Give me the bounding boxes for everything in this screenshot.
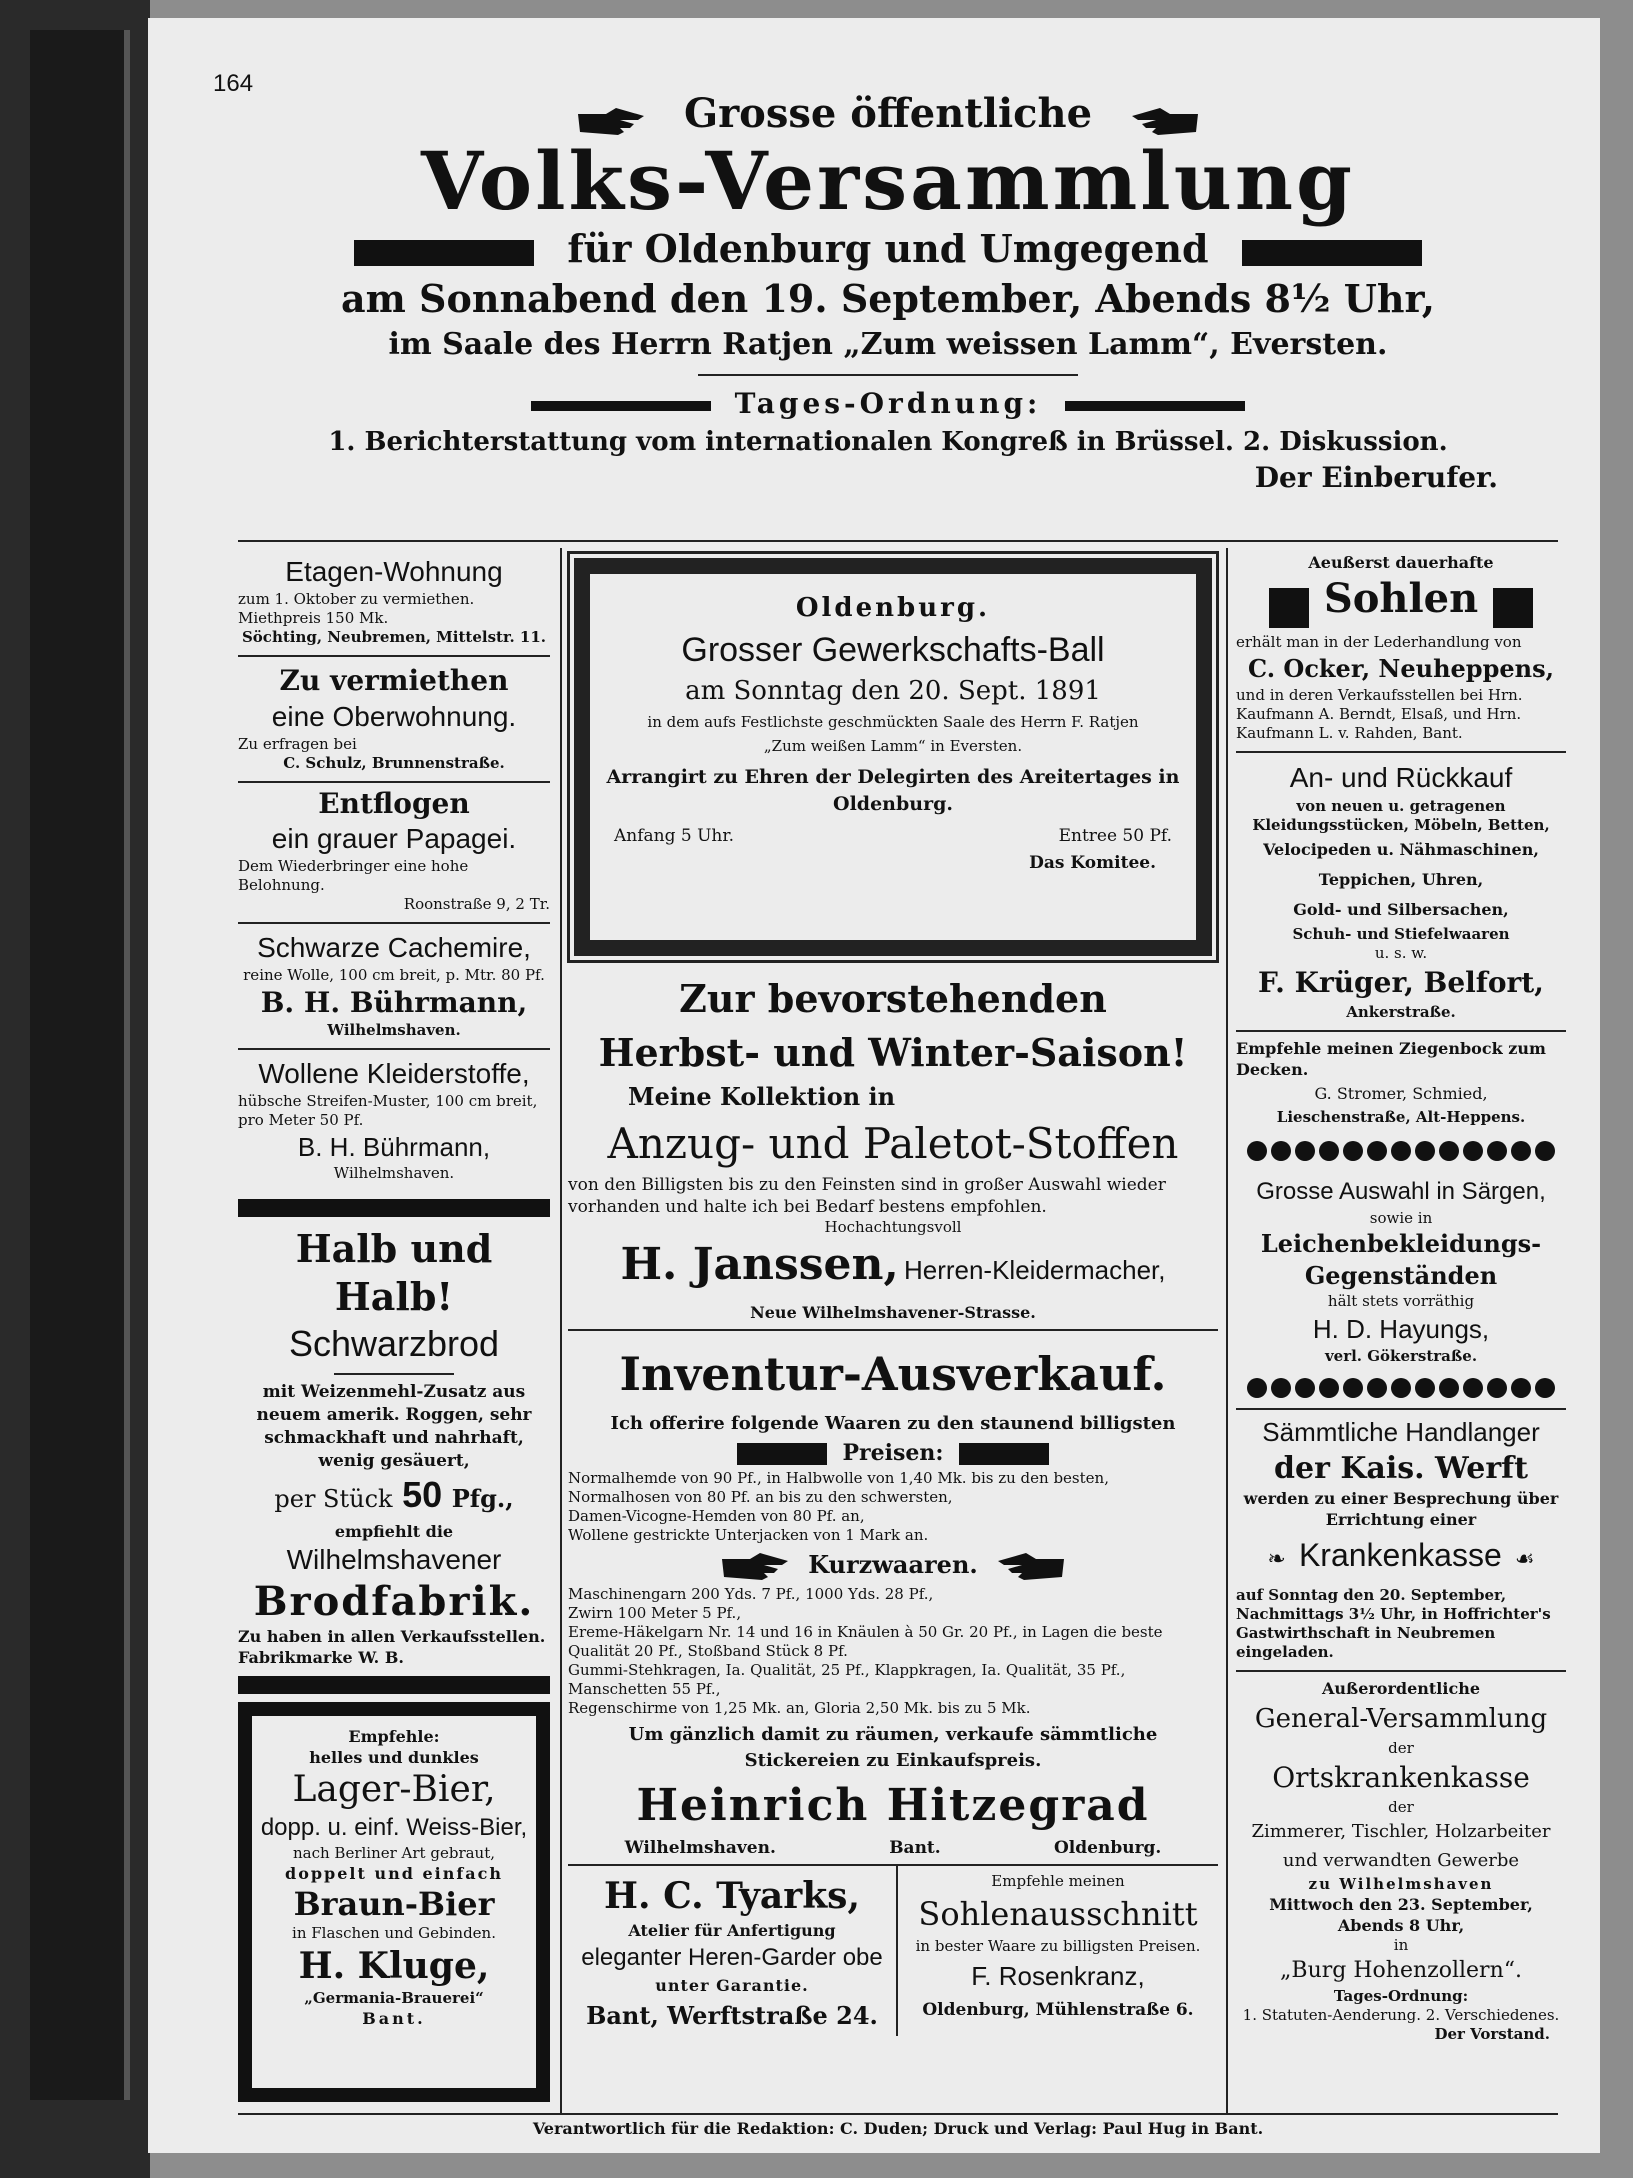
ad-body: hübsche Streifen-Muster, 100 cm breit, pro Meter 50 Pf. xyxy=(238,1092,538,1129)
price-line: Maschinengarn 200 Yds. 7 Pf., 1000 Yds. 28 Pf., xyxy=(568,1585,934,1603)
ad-title: Sohlenausschnitt xyxy=(918,1895,1198,1933)
ad-title: Leichenbekleidungs- xyxy=(1260,1229,1542,1258)
ad-cachemire xyxy=(238,924,550,1050)
decorative-bar xyxy=(531,401,711,411)
decorative-bar xyxy=(1065,401,1245,411)
decorative-bar xyxy=(1269,588,1309,628)
header-signature: Der Einberufer. xyxy=(1254,461,1498,494)
ad-name: F. Krüger, Belfort, xyxy=(1258,966,1544,999)
ad-name: Heinrich Hitzegrad xyxy=(636,1780,1150,1831)
ad-title: Grosse Auswahl in Särgen, xyxy=(1256,1178,1546,1205)
dot-row xyxy=(1236,1141,1566,1165)
ad-line: Tages-Ordnung: xyxy=(1333,1987,1469,2005)
ad-title: Halb und Halb! xyxy=(295,1226,493,1319)
ad-line: in Flaschen und Gebinden. xyxy=(292,1924,496,1942)
ad-city: Oldenburg. xyxy=(1054,1838,1162,1858)
ad-line: eleganter Heren-Garder obe xyxy=(581,1944,883,1971)
ad-line: Abends 8 Uhr, xyxy=(1337,1916,1465,1935)
ad-line: doppelt und einfach xyxy=(285,1864,503,1883)
ad-contact: Roonstraße 9, 2 Tr. xyxy=(403,895,550,913)
ad-city: Bant. xyxy=(889,1838,941,1858)
ad-title: Zur bevorstehenden xyxy=(679,976,1107,1021)
ad-name: H. D. Hayungs, xyxy=(1312,1314,1490,1344)
ad-note: Zu haben in allen Verkaufsstellen. Fabrikmarke W. B. xyxy=(238,1627,546,1667)
ad-werft xyxy=(1236,1408,1566,1672)
ad-ortskrankenkasse xyxy=(1236,1672,1566,2050)
header-title: Volks-Versammlung xyxy=(421,134,1355,228)
ad-city: Wilhelmshaven. xyxy=(327,1021,461,1039)
ad-line: helles und dunkles xyxy=(309,1748,479,1767)
price-line: Regenschirme von 1,25 Mk. an, Gloria 2,50 Mk. bis zu 5 Mk. xyxy=(568,1699,1031,1717)
agenda-title: Tages-Ordnung: xyxy=(734,387,1042,420)
ad-line: Ankerstraße. xyxy=(1346,1003,1456,1021)
ad-line: Empfehle meinen Ziegenbock zum Decken. xyxy=(1236,1039,1546,1079)
price-value: 50 xyxy=(402,1474,443,1515)
ad-title: Sohlen xyxy=(1323,575,1479,622)
ad-janssen xyxy=(568,972,1218,1331)
ad-line: unter Garantie. xyxy=(655,1976,809,1995)
ad-name: B. H. Bührmann, xyxy=(260,986,528,1019)
ad-line: Teppichen, Uhren, xyxy=(1318,870,1484,889)
ad-line: Atelier für Anfertigung xyxy=(628,1921,836,1940)
header-line4: am Sonnabend den 19. September, Abends 8½ Uhr, xyxy=(340,276,1436,321)
ad-line: werden zu einer Besprechung über Errichtung einer xyxy=(1243,1489,1559,1529)
ad-name: H. Janssen, xyxy=(620,1239,899,1290)
ad-title: Schwarze Cachemire, xyxy=(257,932,531,963)
ad-papagei xyxy=(238,783,550,924)
ad-intro: Ich offerire folgende Waaren zu den staunend billigsten xyxy=(610,1413,1176,1434)
double-hand-icon: ❧ xyxy=(1267,1547,1286,1572)
ad-line: der xyxy=(1388,1798,1414,1816)
ad-date: am Sonntag den 20. Sept. 1891 xyxy=(685,676,1101,706)
ad-title: Gegenständen xyxy=(1304,1261,1498,1290)
ad-line: Bant. xyxy=(362,2009,426,2028)
ad-line: von neuen u. getragenen Kleidungsstücken, Möbeln, Betten, xyxy=(1252,797,1550,834)
ad-body: zum 1. Oktober zu vermiethen. Miethpreis 150 Mk. xyxy=(238,590,475,627)
ad-title: der Kais. Werft xyxy=(1274,1451,1528,1486)
price-line: Damen-Vicogne-Hemden von 80 Pf. an, xyxy=(568,1507,865,1525)
ad-title: Lager-Bier, xyxy=(292,1769,496,1810)
ad-line: „Zum weißen Lamm“ in Eversten. xyxy=(763,737,1023,755)
ad-line: zu Wilhelmshaven xyxy=(1308,1875,1494,1893)
price-list xyxy=(568,1469,1218,1545)
ad-line: 1. Statuten-Aenderung. 2. Verschiedenes. xyxy=(1242,2006,1560,2024)
ad-body: Dem Wiederbringer eine hohe Belohnung. xyxy=(238,857,469,894)
right-column xyxy=(1236,548,1566,2050)
ad-line: sowie in xyxy=(1369,1209,1433,1227)
left-column xyxy=(238,548,550,2102)
ad-address: Oldenburg, Mühlenstraße 6. xyxy=(922,2000,1194,2020)
decorative-bar xyxy=(737,1443,827,1465)
ad-subtitle: eine Oberwohnung. xyxy=(271,701,517,732)
ad-line: auf Sonntag den 20. September, Nachmittags 3½ Uhr, in Hoffrichter's Gastwirthschaft in Neubremen eingeladen. xyxy=(1236,1586,1551,1661)
footer-imprint: Verantwortlich für die Redaktion: C. Duden; Druck und Verlag: Paul Hug in Bant. xyxy=(532,2119,1264,2138)
ad-inventur xyxy=(568,1331,1218,1866)
ad-line: der xyxy=(1388,1739,1414,1757)
ad-contact: C. Schulz, Brunnenstraße. xyxy=(283,754,505,772)
ad-etagen-wohnung xyxy=(238,548,550,657)
ad-schwarzbrod xyxy=(238,1225,550,1668)
ad-line: Meine Kollektion in xyxy=(628,1082,896,1111)
ad-line: Außerordentliche xyxy=(1321,1679,1480,1698)
price-prefix: per Stück xyxy=(274,1485,393,1513)
ad-line: Hochachtungsvoll xyxy=(824,1218,962,1236)
ad-line: Empfehle meinen xyxy=(991,1872,1125,1890)
price-line: Zwirn 100 Meter 5 Pf., xyxy=(568,1604,742,1622)
ad-line: in xyxy=(1393,1936,1409,1954)
decorative-bar xyxy=(1242,240,1422,266)
ad-name: F. Rosenkranz, xyxy=(971,1961,1145,1991)
ad-hayungs xyxy=(1236,1171,1566,1374)
ad-ocker xyxy=(1236,548,1566,753)
ad-tyarks xyxy=(568,1866,898,2036)
ad-line: und verwandten Gewerbe xyxy=(1282,1850,1520,1871)
ad-line: Arrangirt zu Ehren der Delegirten des Areitertages in Oldenburg. xyxy=(606,766,1180,815)
pointing-hand-left-icon xyxy=(1130,101,1200,133)
ad-entry: Entree 50 Pf. xyxy=(1058,826,1172,846)
ad-line: Aeußerst dauerhafte xyxy=(1308,553,1494,572)
ad-subtitle: Kurzwaaren. xyxy=(808,1550,978,1579)
header-line5: im Saale des Herrn Ratjen „Zum weissen Lamm“, Eversten. xyxy=(388,327,1388,362)
pointing-hand-left-icon xyxy=(996,1551,1066,1583)
decorative-bar xyxy=(1493,588,1533,628)
ad-gewerkschafts-ball xyxy=(574,558,1212,956)
ad-krueger xyxy=(1236,753,1566,1032)
newspaper-page xyxy=(148,18,1600,2153)
ad-city: Wilhelmshaven. xyxy=(624,1838,776,1858)
ad-title: Sämmtliche Handlanger xyxy=(1262,1417,1540,1447)
ad-body: reine Wolle, 100 cm breit, p. Mtr. 80 Pf. xyxy=(243,966,545,984)
ad-stromer xyxy=(1236,1032,1566,1135)
ad-line: Gold- und Silbersachen, xyxy=(1293,900,1509,919)
ad-start: Anfang 5 Uhr. xyxy=(614,826,735,846)
ad-line: Schuh- und Stiefelwaaren xyxy=(1292,925,1510,943)
ad-body: Zu erfragen bei xyxy=(238,735,357,753)
decorative-bar xyxy=(959,1443,1049,1465)
ad-line: in dem aufs Festlichste geschmückten Saale des Herrn F. Ratjen xyxy=(647,713,1139,731)
ad-name: H. C. Tyarks, xyxy=(604,1875,860,1917)
ad-line: Zimmerer, Tischler, Holzarbeiter xyxy=(1251,1821,1551,1842)
center-column xyxy=(568,548,1218,2036)
ad-line: nach Berliner Art gebraut, xyxy=(292,1844,496,1862)
ad-title: Zu vermiethen xyxy=(279,664,509,697)
ad-line: Mittwoch den 23. September, xyxy=(1269,1895,1533,1914)
ad-line: dopp. u. einf. Weiss-Bier, xyxy=(260,1814,528,1841)
ad-title: Krankenkasse xyxy=(1298,1537,1502,1573)
ad-body: mit Weizenmehl-Zusatz aus neuem amerik. Roggen, sehr schmackhaft und nahrhaft, wenig gesäuert, xyxy=(256,1382,532,1471)
ad-line: u. s. w. xyxy=(1374,944,1428,962)
ad-kleiderstoffe xyxy=(238,1050,550,1191)
ad-contact: Söchting, Neubremen, Mittelstr. 11. xyxy=(241,628,547,646)
pointing-hand-right-icon xyxy=(576,101,646,133)
header-line1: Grosse öffentliche xyxy=(683,90,1093,137)
price-list xyxy=(568,1585,1218,1718)
ad-trade: Herren-Kleidermacher, xyxy=(903,1255,1166,1285)
ad-title: Oldenburg. xyxy=(795,593,991,623)
ad-title: General-Versammlung xyxy=(1254,1704,1548,1734)
ad-line: Lieschenstraße, Alt-Heppens. xyxy=(1276,1108,1526,1126)
ad-rec: empfiehlt die xyxy=(334,1522,454,1541)
price-line: Normalhosen von 80 Pf. an bis zu den schwersten, xyxy=(568,1488,953,1506)
ad-line: und in deren Verkaufsstellen bei Hrn. Kaufmann A. Berndt, Elsaß, und Hrn. Kaufmann L. v. Rahden, Bant. xyxy=(1236,686,1523,742)
dot-row xyxy=(1236,1378,1566,1402)
ad-sign: Der Vorstand. xyxy=(1434,2025,1550,2043)
ad-line: in bester Waare zu billigsten Preisen. xyxy=(915,1937,1201,1955)
ad-rosenkranz xyxy=(898,1866,1218,2036)
double-hand-icon: ☙ xyxy=(1514,1547,1535,1572)
ad-kluge-bier xyxy=(238,1702,550,2102)
ad-subtitle: Preisen: xyxy=(842,1440,944,1466)
ad-title: Grosser Gewerkschafts-Ball xyxy=(681,631,1105,669)
ad-city: Wilhelmshaven. xyxy=(333,1164,455,1182)
ad-title: Herbst- und Winter-Saison! xyxy=(598,1030,1188,1075)
ad-name: C. Ocker, Neuheppens, xyxy=(1248,654,1554,683)
ad-title: Inventur-Ausverkauf. xyxy=(619,1347,1167,1401)
ad-line: Empfehle: xyxy=(348,1727,440,1746)
ad-zu-vermiethen xyxy=(238,657,550,783)
decorative-bar xyxy=(354,240,534,266)
header-line3: für Oldenburg und Umgegend xyxy=(567,226,1209,271)
ad-address: Bant, Werftstraße 24. xyxy=(586,2001,878,2030)
ad-line: verl. Gökerstraße. xyxy=(1324,1347,1478,1365)
ad-venue: „Burg Hohenzollern“. xyxy=(1280,1958,1522,1983)
ad-title: Entflogen xyxy=(318,787,470,820)
ad-title: Anzug- und Paletot-Stoffen xyxy=(607,1119,1179,1168)
ad-line: „Germania-Brauerei“ xyxy=(304,1989,484,2007)
ad-body: von den Billigsten bis zu den Feinsten sind in großer Auswahl wieder vorhanden und halte ich bei Bedarf bestens empfohlen. xyxy=(568,1175,1166,1217)
ad-title: Braun-Bier xyxy=(293,1885,495,1923)
price-line: Gummi-Stehkragen, Ia. Qualität, 25 Pf., Klappkragen, Ia. Qualität, 35 Pf., Manschetten 55 Pf., xyxy=(568,1661,1126,1698)
price-line: Wollene gestrickte Unterjacken von 1 Mark an. xyxy=(568,1526,929,1544)
book-binding xyxy=(0,0,150,2178)
ad-line: Velocipeden u. Nähmaschinen, xyxy=(1263,840,1539,859)
ad-name: Wilhelmshavener xyxy=(286,1544,502,1575)
ad-line: erhält man in der Lederhandlung von xyxy=(1236,633,1522,651)
ad-subtitle: ein grauer Papagei. xyxy=(271,823,517,854)
ad-street: Neue Wilhelmshavener-Strasse. xyxy=(750,1303,1036,1322)
header-ad xyxy=(208,90,1568,496)
ad-final: Um gänzlich damit zu räumen, verkaufe sämmtliche Stickereien zu Einkaufspreis. xyxy=(628,1724,1158,1771)
price-unit: Pfg., xyxy=(451,1484,514,1513)
pointing-hand-right-icon xyxy=(720,1551,790,1583)
ad-title: Etagen-Wohnung xyxy=(285,556,503,587)
ad-name: Brodfabrik. xyxy=(253,1578,535,1625)
price-line: Normalhemde von 90 Pf., in Halbwolle von 1,40 Mk. bis zu den besten, xyxy=(568,1469,1109,1487)
ad-sign: Das Komitee. xyxy=(1029,853,1156,873)
ad-title: An- und Rückkauf xyxy=(1289,762,1513,793)
ad-title: Ortskrankenkasse xyxy=(1272,1761,1530,1794)
ad-line: hält stets vorräthig xyxy=(1327,1292,1475,1310)
ad-subtitle: Schwarzbrod xyxy=(288,1323,500,1364)
page-number: 164 xyxy=(213,70,254,97)
ad-title: Wollene Kleiderstoffe, xyxy=(258,1058,530,1089)
price-line: Ereme-Häkelgarn Nr. 14 und 16 in Knäulen à 50 Gr. 20 Pf., in Lagen die beste Qualität 20 Pf., Stoßband Stück 8 Pf. xyxy=(568,1623,1163,1660)
ad-name: B. H. Bührmann, xyxy=(297,1132,491,1162)
ad-name: G. Stromer, Schmied, xyxy=(1314,1084,1488,1103)
ad-name: H. Kluge, xyxy=(298,1945,490,1987)
agenda-items: 1. Berichterstattung vom internationalen Kongreß in Brüssel. 2. Diskussion. xyxy=(328,427,1448,457)
